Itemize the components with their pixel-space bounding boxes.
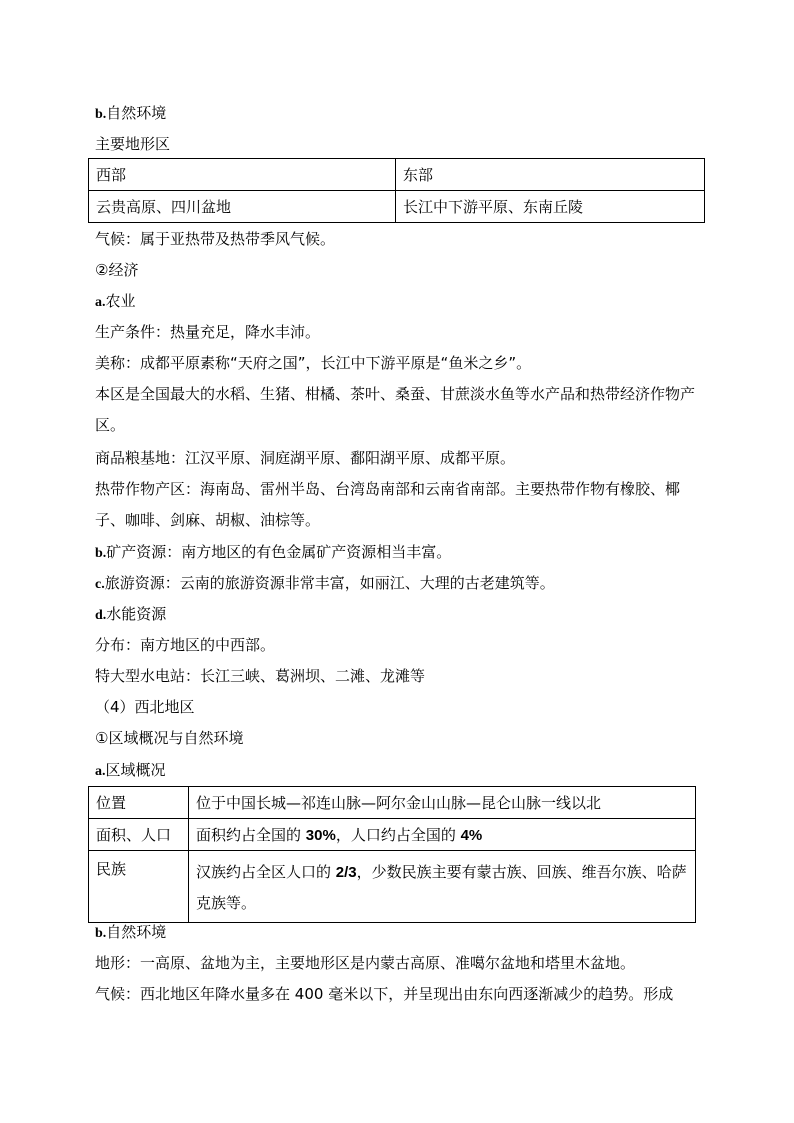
nicknames: 美称：成都平原素称“天府之国”，长江中下游平原是“鱼米之乡”。	[95, 354, 532, 372]
climate-south: 气候：属于亚热带及热带季风气候。	[95, 230, 336, 248]
section-heading-natural-environment-nw: b.自然环境	[95, 923, 167, 941]
grain-bases: 商品粮基地：江汉平原、洞庭湖平原、鄱阳湖平原、成都平原。	[95, 449, 516, 467]
mineral-resources: b.矿产资源：南方地区的有色金属矿产资源相当丰富。	[95, 543, 452, 561]
table-cell: 云贵高原、四川盆地	[89, 191, 396, 223]
terrain-heading: 主要地形区	[95, 135, 171, 153]
overview-environment-heading: ①区域概况与自然环境	[95, 729, 244, 747]
table-row	[89, 819, 696, 851]
terrain-table	[88, 158, 705, 223]
table-cell: 西部	[89, 159, 396, 191]
tourism-resources: c.旅游资源：云南的旅游资源非常丰富，如丽江、大理的古老建筑等。	[95, 574, 555, 592]
overview-table	[88, 786, 696, 923]
table-cell: 民族	[89, 851, 189, 923]
northwest-heading: （4）西北地区	[95, 698, 195, 716]
table-cell: 东部	[396, 159, 705, 191]
hydro-distribution: 分布：南方地区的中西部。	[95, 636, 276, 654]
hydro-stations: 特大型水电站：长江三峡、葛洲坝、二滩、龙滩等	[95, 667, 426, 685]
table-row	[89, 851, 696, 923]
table-row	[89, 159, 705, 191]
overview-heading: a.区域概况	[95, 761, 166, 779]
table-cell: 面积约占全国的 30%，人口约占全国的 4%	[189, 819, 696, 851]
table-row	[89, 191, 705, 223]
table-cell: 面积、人口	[89, 819, 189, 851]
agriculture-heading: a.农业	[95, 292, 136, 310]
economy-heading: ②经济	[95, 261, 139, 279]
table-cell: 位于中国长城—祁连山脉—阿尔金山山脉—昆仑山脉一线以北	[189, 787, 696, 819]
table-cell: 位置	[89, 787, 189, 819]
tropical-crops-paragraph: 热带作物产区：海南岛、雷州半岛、台湾岛南部和云南省南部。主要热带作物有橡胶、椰子、咖啡、剑麻、胡椒、油棕等。	[95, 480, 681, 529]
table-cell: 长江中下游平原、东南丘陵	[396, 191, 705, 223]
products-paragraph: 本区是全国最大的水稻、生猪、柑橘、茶叶、桑蚕、甘蔗淡水鱼等水产品和热带经济作物产区。	[95, 385, 696, 434]
section-heading-natural-environment: b.自然环境	[95, 104, 167, 122]
climate-northwest: 气候：西北地区年降水量多在 400 毫米以下，并呈现出由东向西逐渐减少的趋势。形成	[95, 985, 674, 1003]
landform-northwest: 地形：一高原、盆地为主，主要地形区是内蒙古高原、准噶尔盆地和塔里木盆地。	[95, 954, 636, 972]
hydro-heading: d.水能资源	[95, 605, 167, 623]
table-cell: 汉族约占全区人口的 2/3，少数民族主要有蒙古族、回族、维吾尔族、哈萨克族等。	[189, 851, 696, 923]
table-row	[89, 787, 696, 819]
production-conditions: 生产条件：热量充足，降水丰沛。	[95, 323, 321, 341]
